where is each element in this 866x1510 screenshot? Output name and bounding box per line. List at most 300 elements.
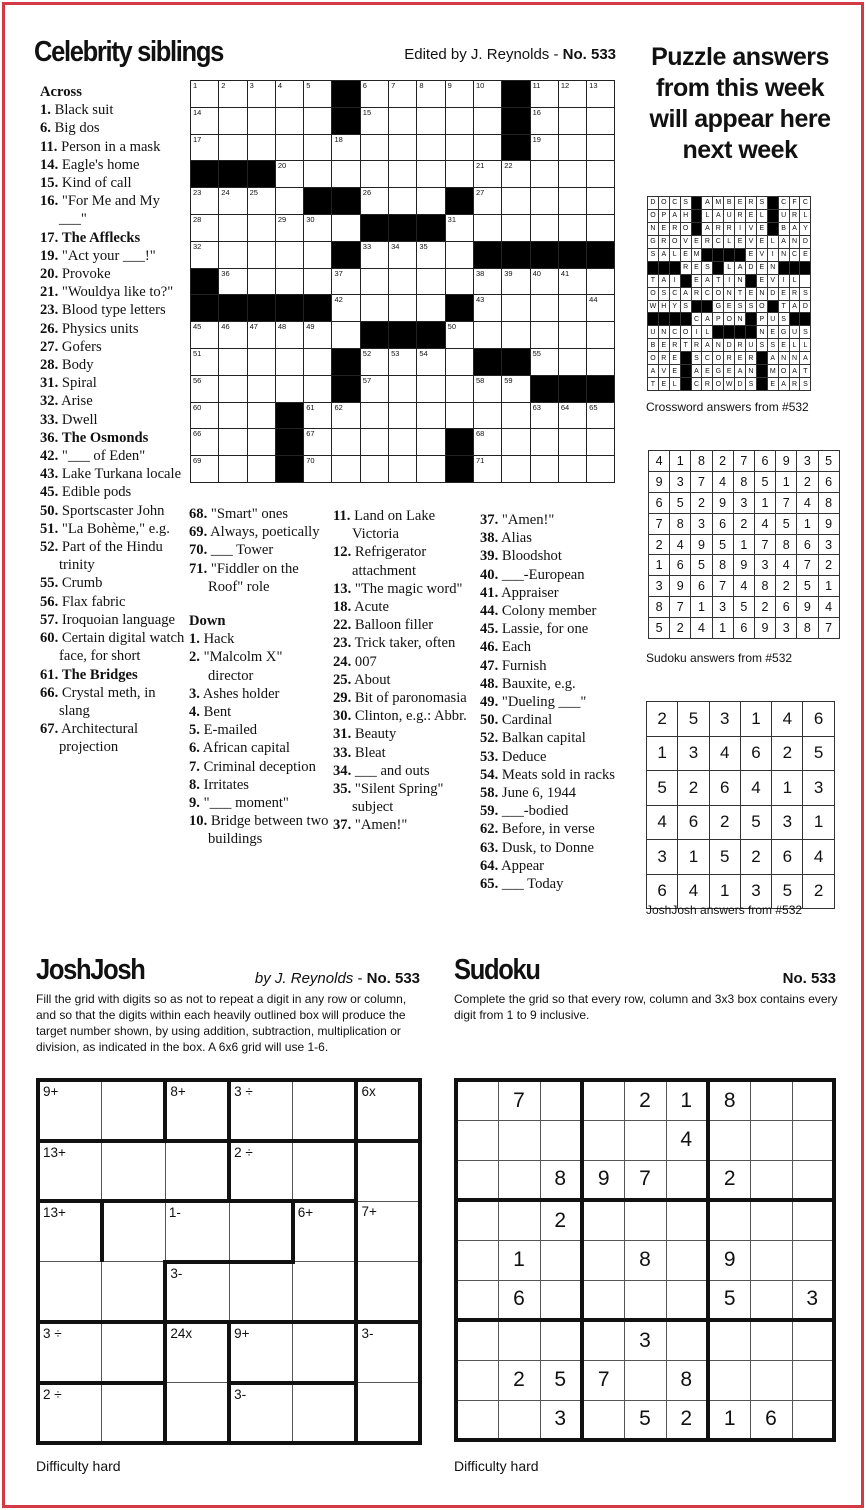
joshjosh-cell[interactable] xyxy=(356,1262,420,1323)
crossword-cell[interactable]: 66 xyxy=(191,429,219,456)
sudoku-cell[interactable]: 9 xyxy=(708,1240,750,1280)
crossword-cell[interactable]: 7 xyxy=(389,81,417,108)
crossword-cell[interactable]: 61 xyxy=(304,402,332,429)
crossword-cell[interactable]: 16 xyxy=(530,107,558,134)
sudoku-cell[interactable]: 7 xyxy=(498,1080,540,1120)
crossword-cell[interactable]: 23 xyxy=(191,188,219,215)
crossword-cell[interactable]: 65 xyxy=(587,402,615,429)
crossword-cell[interactable] xyxy=(389,295,417,322)
sudoku-cell[interactable]: 1 xyxy=(708,1400,750,1440)
sudoku-cell[interactable] xyxy=(750,1320,792,1360)
joshjosh-cell[interactable] xyxy=(293,1141,357,1202)
crossword-cell[interactable]: 39 xyxy=(502,268,530,295)
crossword-cell[interactable]: 33 xyxy=(360,241,388,268)
crossword-cell[interactable]: 41 xyxy=(558,268,586,295)
crossword-cell[interactable] xyxy=(530,295,558,322)
joshjosh-cell[interactable]: 9+ xyxy=(229,1322,293,1383)
crossword-cell[interactable]: 12 xyxy=(558,81,586,108)
crossword-cell[interactable] xyxy=(219,402,247,429)
joshjosh-cell[interactable]: 13+ xyxy=(38,1141,102,1202)
crossword-cell[interactable]: 60 xyxy=(191,402,219,429)
crossword-cell[interactable] xyxy=(587,107,615,134)
crossword-cell[interactable]: 10 xyxy=(473,81,501,108)
joshjosh-cell[interactable]: 2 ÷ xyxy=(38,1383,102,1444)
joshjosh-cell[interactable] xyxy=(229,1201,293,1262)
sudoku-cell[interactable] xyxy=(624,1280,666,1320)
joshjosh-cell[interactable]: 6+ xyxy=(293,1201,357,1262)
joshjosh-cell[interactable]: 6x xyxy=(356,1080,420,1141)
crossword-cell[interactable] xyxy=(502,322,530,349)
crossword-cell[interactable]: 56 xyxy=(191,375,219,402)
crossword-cell[interactable]: 13 xyxy=(587,81,615,108)
crossword-cell[interactable]: 14 xyxy=(191,107,219,134)
crossword-cell[interactable] xyxy=(332,161,360,188)
crossword-cell[interactable] xyxy=(360,161,388,188)
crossword-cell[interactable] xyxy=(445,107,473,134)
crossword-cell[interactable]: 58 xyxy=(473,375,501,402)
sudoku-cell[interactable]: 6 xyxy=(750,1400,792,1440)
crossword-cell[interactable] xyxy=(587,322,615,349)
crossword-cell[interactable] xyxy=(558,188,586,215)
sudoku-cell[interactable] xyxy=(456,1200,498,1240)
crossword-cell[interactable] xyxy=(587,188,615,215)
joshjosh-cell[interactable]: 9+ xyxy=(38,1080,102,1141)
crossword-cell[interactable]: 25 xyxy=(247,188,275,215)
crossword-cell[interactable] xyxy=(219,375,247,402)
crossword-cell[interactable] xyxy=(530,456,558,483)
crossword-cell[interactable]: 24 xyxy=(219,188,247,215)
crossword-cell[interactable] xyxy=(247,375,275,402)
crossword-cell[interactable]: 15 xyxy=(360,107,388,134)
sudoku-cell[interactable] xyxy=(456,1240,498,1280)
crossword-cell[interactable]: 11 xyxy=(530,81,558,108)
crossword-cell[interactable] xyxy=(389,456,417,483)
sudoku-cell[interactable] xyxy=(498,1120,540,1160)
sudoku-cell[interactable]: 4 xyxy=(666,1120,708,1160)
crossword-cell[interactable] xyxy=(473,107,501,134)
crossword-cell[interactable]: 22 xyxy=(502,161,530,188)
sudoku-cell[interactable] xyxy=(540,1240,582,1280)
sudoku-cell[interactable] xyxy=(624,1200,666,1240)
crossword-cell[interactable]: 26 xyxy=(360,188,388,215)
sudoku-cell[interactable] xyxy=(582,1320,624,1360)
crossword-cell[interactable] xyxy=(389,161,417,188)
crossword-cell[interactable] xyxy=(275,268,303,295)
sudoku-cell[interactable] xyxy=(792,1120,834,1160)
crossword-cell[interactable] xyxy=(275,348,303,375)
crossword-cell[interactable]: 42 xyxy=(332,295,360,322)
sudoku-cell[interactable] xyxy=(456,1280,498,1320)
crossword-cell[interactable] xyxy=(247,241,275,268)
crossword-cell[interactable] xyxy=(247,107,275,134)
crossword-cell[interactable]: 62 xyxy=(332,402,360,429)
sudoku-cell[interactable] xyxy=(540,1320,582,1360)
joshjosh-cell[interactable] xyxy=(293,1262,357,1323)
crossword-cell[interactable] xyxy=(247,348,275,375)
crossword-cell[interactable]: 46 xyxy=(219,322,247,349)
crossword-cell[interactable] xyxy=(445,268,473,295)
crossword-cell[interactable] xyxy=(219,241,247,268)
crossword-cell[interactable] xyxy=(247,214,275,241)
sudoku-cell[interactable] xyxy=(456,1400,498,1440)
crossword-cell[interactable] xyxy=(219,214,247,241)
crossword-cell[interactable] xyxy=(530,322,558,349)
crossword-cell[interactable]: 54 xyxy=(417,348,445,375)
sudoku-cell[interactable] xyxy=(498,1400,540,1440)
joshjosh-cell[interactable] xyxy=(293,1080,357,1141)
crossword-cell[interactable] xyxy=(304,134,332,161)
crossword-cell[interactable] xyxy=(587,348,615,375)
sudoku-cell[interactable]: 2 xyxy=(624,1080,666,1120)
crossword-cell[interactable] xyxy=(275,134,303,161)
sudoku-cell[interactable]: 8 xyxy=(666,1360,708,1400)
crossword-cell[interactable] xyxy=(417,268,445,295)
crossword-cell[interactable] xyxy=(247,402,275,429)
sudoku-cell[interactable] xyxy=(666,1160,708,1200)
sudoku-cell[interactable]: 1 xyxy=(498,1240,540,1280)
joshjosh-cell[interactable] xyxy=(102,1322,166,1383)
sudoku-cell[interactable] xyxy=(792,1240,834,1280)
crossword-cell[interactable] xyxy=(304,107,332,134)
crossword-cell[interactable] xyxy=(304,161,332,188)
sudoku-cell[interactable] xyxy=(750,1120,792,1160)
joshjosh-cell[interactable] xyxy=(102,1141,166,1202)
crossword-cell[interactable] xyxy=(587,214,615,241)
crossword-cell[interactable] xyxy=(445,134,473,161)
crossword-cell[interactable]: 51 xyxy=(191,348,219,375)
crossword-cell[interactable] xyxy=(247,134,275,161)
crossword-cell[interactable] xyxy=(389,402,417,429)
crossword-cell[interactable] xyxy=(417,295,445,322)
joshjosh-cell[interactable]: 3- xyxy=(229,1383,293,1444)
crossword-cell[interactable]: 70 xyxy=(304,456,332,483)
crossword-cell[interactable] xyxy=(445,375,473,402)
crossword-cell[interactable]: 64 xyxy=(558,402,586,429)
crossword-cell[interactable]: 69 xyxy=(191,456,219,483)
crossword-cell[interactable] xyxy=(445,348,473,375)
crossword-cell[interactable] xyxy=(247,456,275,483)
crossword-cell[interactable]: 8 xyxy=(417,81,445,108)
sudoku-cell[interactable]: 7 xyxy=(582,1360,624,1400)
sudoku-cell[interactable] xyxy=(540,1280,582,1320)
joshjosh-grid[interactable] xyxy=(36,1078,422,1445)
crossword-cell[interactable]: 57 xyxy=(360,375,388,402)
sudoku-cell[interactable] xyxy=(582,1080,624,1120)
sudoku-cell[interactable]: 2 xyxy=(666,1400,708,1440)
sudoku-grid[interactable] xyxy=(454,1078,836,1442)
joshjosh-cell[interactable] xyxy=(102,1262,166,1323)
crossword-cell[interactable] xyxy=(219,429,247,456)
crossword-cell[interactable] xyxy=(304,268,332,295)
crossword-cell[interactable]: 68 xyxy=(473,429,501,456)
crossword-cell[interactable] xyxy=(219,348,247,375)
crossword-cell[interactable] xyxy=(417,456,445,483)
sudoku-cell[interactable] xyxy=(498,1320,540,1360)
sudoku-cell[interactable] xyxy=(750,1280,792,1320)
crossword-cell[interactable]: 9 xyxy=(445,81,473,108)
crossword-cell[interactable] xyxy=(558,429,586,456)
crossword-cell[interactable] xyxy=(275,375,303,402)
crossword-grid[interactable] xyxy=(190,80,615,483)
sudoku-cell[interactable] xyxy=(792,1400,834,1440)
joshjosh-cell[interactable]: 3 ÷ xyxy=(38,1322,102,1383)
joshjosh-cell[interactable] xyxy=(102,1080,166,1141)
crossword-cell[interactable]: 34 xyxy=(389,241,417,268)
sudoku-cell[interactable] xyxy=(540,1080,582,1120)
sudoku-cell[interactable] xyxy=(750,1360,792,1400)
sudoku-cell[interactable]: 2 xyxy=(498,1360,540,1400)
crossword-cell[interactable]: 36 xyxy=(219,268,247,295)
joshjosh-cell[interactable] xyxy=(165,1383,229,1444)
joshjosh-cell[interactable]: 1- xyxy=(165,1201,229,1262)
crossword-cell[interactable] xyxy=(558,295,586,322)
crossword-cell[interactable] xyxy=(360,429,388,456)
crossword-cell[interactable]: 29 xyxy=(275,214,303,241)
sudoku-cell[interactable] xyxy=(582,1200,624,1240)
sudoku-cell[interactable]: 9 xyxy=(582,1160,624,1200)
crossword-cell[interactable]: 52 xyxy=(360,348,388,375)
crossword-cell[interactable]: 59 xyxy=(502,375,530,402)
crossword-cell[interactable]: 53 xyxy=(389,348,417,375)
crossword-cell[interactable]: 1 xyxy=(191,81,219,108)
sudoku-cell[interactable] xyxy=(624,1360,666,1400)
joshjosh-cell[interactable]: 3- xyxy=(165,1262,229,1323)
sudoku-cell[interactable]: 3 xyxy=(624,1320,666,1360)
crossword-cell[interactable] xyxy=(473,134,501,161)
joshjosh-cell[interactable] xyxy=(38,1262,102,1323)
joshjosh-cell[interactable] xyxy=(293,1322,357,1383)
crossword-cell[interactable] xyxy=(502,214,530,241)
sudoku-cell[interactable] xyxy=(540,1120,582,1160)
crossword-cell[interactable]: 28 xyxy=(191,214,219,241)
sudoku-cell[interactable] xyxy=(666,1320,708,1360)
sudoku-cell[interactable]: 6 xyxy=(498,1280,540,1320)
sudoku-cell[interactable]: 8 xyxy=(624,1240,666,1280)
crossword-cell[interactable] xyxy=(558,348,586,375)
crossword-cell[interactable] xyxy=(530,161,558,188)
sudoku-cell[interactable]: 3 xyxy=(540,1400,582,1440)
sudoku-cell[interactable]: 7 xyxy=(624,1160,666,1200)
joshjosh-cell[interactable]: 3 ÷ xyxy=(229,1080,293,1141)
crossword-cell[interactable] xyxy=(360,295,388,322)
crossword-cell[interactable] xyxy=(360,402,388,429)
sudoku-cell[interactable] xyxy=(456,1080,498,1120)
crossword-cell[interactable] xyxy=(332,214,360,241)
sudoku-cell[interactable] xyxy=(456,1360,498,1400)
sudoku-cell[interactable] xyxy=(498,1160,540,1200)
sudoku-cell[interactable]: 8 xyxy=(540,1160,582,1200)
crossword-cell[interactable]: 43 xyxy=(473,295,501,322)
joshjosh-cell[interactable]: 7+ xyxy=(356,1201,420,1262)
sudoku-cell[interactable] xyxy=(498,1200,540,1240)
crossword-cell[interactable]: 40 xyxy=(530,268,558,295)
crossword-cell[interactable] xyxy=(219,456,247,483)
crossword-cell[interactable]: 30 xyxy=(304,214,332,241)
crossword-cell[interactable]: 35 xyxy=(417,241,445,268)
crossword-cell[interactable] xyxy=(502,402,530,429)
crossword-cell[interactable] xyxy=(389,429,417,456)
crossword-cell[interactable] xyxy=(587,268,615,295)
sudoku-cell[interactable]: 2 xyxy=(540,1200,582,1240)
sudoku-cell[interactable] xyxy=(708,1120,750,1160)
crossword-cell[interactable] xyxy=(417,402,445,429)
crossword-cell[interactable] xyxy=(530,214,558,241)
crossword-cell[interactable]: 55 xyxy=(530,348,558,375)
crossword-cell[interactable]: 47 xyxy=(247,322,275,349)
crossword-cell[interactable] xyxy=(332,429,360,456)
crossword-cell[interactable] xyxy=(417,107,445,134)
crossword-cell[interactable] xyxy=(587,429,615,456)
joshjosh-cell[interactable] xyxy=(356,1383,420,1444)
crossword-cell[interactable]: 63 xyxy=(530,402,558,429)
sudoku-cell[interactable] xyxy=(666,1280,708,1320)
crossword-cell[interactable] xyxy=(558,134,586,161)
crossword-cell[interactable] xyxy=(558,322,586,349)
joshjosh-cell[interactable] xyxy=(102,1201,166,1262)
crossword-cell[interactable] xyxy=(332,322,360,349)
joshjosh-cell[interactable]: 2 ÷ xyxy=(229,1141,293,1202)
sudoku-cell[interactable]: 3 xyxy=(792,1280,834,1320)
crossword-cell[interactable]: 38 xyxy=(473,268,501,295)
sudoku-cell[interactable]: 8 xyxy=(708,1080,750,1120)
crossword-cell[interactable] xyxy=(502,429,530,456)
crossword-cell[interactable] xyxy=(473,214,501,241)
crossword-cell[interactable] xyxy=(473,402,501,429)
crossword-cell[interactable]: 3 xyxy=(247,81,275,108)
crossword-cell[interactable]: 49 xyxy=(304,322,332,349)
joshjosh-cell[interactable]: 8+ xyxy=(165,1080,229,1141)
crossword-cell[interactable] xyxy=(389,188,417,215)
crossword-cell[interactable] xyxy=(502,188,530,215)
crossword-cell[interactable]: 45 xyxy=(191,322,219,349)
crossword-cell[interactable]: 21 xyxy=(473,161,501,188)
crossword-cell[interactable] xyxy=(389,375,417,402)
crossword-cell[interactable]: 31 xyxy=(445,214,473,241)
sudoku-cell[interactable] xyxy=(708,1200,750,1240)
crossword-cell[interactable]: 5 xyxy=(304,81,332,108)
crossword-cell[interactable]: 44 xyxy=(587,295,615,322)
joshjosh-cell[interactable] xyxy=(102,1383,166,1444)
crossword-cell[interactable] xyxy=(473,322,501,349)
sudoku-cell[interactable] xyxy=(582,1240,624,1280)
crossword-cell[interactable] xyxy=(445,161,473,188)
crossword-cell[interactable]: 17 xyxy=(191,134,219,161)
crossword-cell[interactable] xyxy=(558,107,586,134)
crossword-cell[interactable] xyxy=(304,348,332,375)
sudoku-cell[interactable] xyxy=(582,1280,624,1320)
crossword-cell[interactable]: 2 xyxy=(219,81,247,108)
sudoku-cell[interactable] xyxy=(666,1200,708,1240)
joshjosh-cell[interactable]: 24x xyxy=(165,1322,229,1383)
joshjosh-cell[interactable] xyxy=(165,1141,229,1202)
sudoku-cell[interactable] xyxy=(792,1160,834,1200)
crossword-cell[interactable] xyxy=(530,188,558,215)
sudoku-cell[interactable] xyxy=(456,1320,498,1360)
sudoku-cell[interactable] xyxy=(708,1360,750,1400)
crossword-cell[interactable] xyxy=(389,268,417,295)
crossword-cell[interactable]: 37 xyxy=(332,268,360,295)
crossword-cell[interactable] xyxy=(417,134,445,161)
sudoku-cell[interactable] xyxy=(750,1200,792,1240)
crossword-cell[interactable] xyxy=(587,161,615,188)
sudoku-cell[interactable] xyxy=(792,1360,834,1400)
sudoku-cell[interactable] xyxy=(750,1240,792,1280)
sudoku-cell[interactable] xyxy=(582,1400,624,1440)
sudoku-cell[interactable] xyxy=(456,1120,498,1160)
joshjosh-cell[interactable]: 13+ xyxy=(38,1201,102,1262)
crossword-cell[interactable] xyxy=(332,456,360,483)
crossword-cell[interactable] xyxy=(360,134,388,161)
crossword-cell[interactable]: 19 xyxy=(530,134,558,161)
crossword-cell[interactable] xyxy=(587,134,615,161)
sudoku-cell[interactable] xyxy=(750,1160,792,1200)
crossword-cell[interactable] xyxy=(445,241,473,268)
sudoku-cell[interactable]: 1 xyxy=(666,1080,708,1120)
sudoku-cell[interactable] xyxy=(792,1200,834,1240)
crossword-cell[interactable]: 32 xyxy=(191,241,219,268)
sudoku-cell[interactable]: 5 xyxy=(624,1400,666,1440)
joshjosh-cell[interactable]: 3- xyxy=(356,1322,420,1383)
sudoku-cell[interactable] xyxy=(582,1120,624,1160)
sudoku-cell[interactable]: 5 xyxy=(540,1360,582,1400)
sudoku-cell[interactable] xyxy=(624,1120,666,1160)
crossword-cell[interactable] xyxy=(360,456,388,483)
sudoku-cell[interactable]: 5 xyxy=(708,1280,750,1320)
crossword-cell[interactable] xyxy=(417,161,445,188)
crossword-cell[interactable] xyxy=(304,375,332,402)
sudoku-cell[interactable] xyxy=(666,1240,708,1280)
sudoku-cell[interactable] xyxy=(792,1080,834,1120)
crossword-cell[interactable] xyxy=(219,134,247,161)
crossword-cell[interactable] xyxy=(389,107,417,134)
crossword-cell[interactable] xyxy=(417,429,445,456)
sudoku-cell[interactable] xyxy=(792,1320,834,1360)
joshjosh-cell[interactable] xyxy=(229,1262,293,1323)
crossword-cell[interactable]: 67 xyxy=(304,429,332,456)
crossword-cell[interactable] xyxy=(417,375,445,402)
sudoku-cell[interactable] xyxy=(456,1160,498,1200)
sudoku-cell[interactable]: 2 xyxy=(708,1160,750,1200)
crossword-cell[interactable]: 18 xyxy=(332,134,360,161)
crossword-cell[interactable] xyxy=(275,188,303,215)
crossword-cell[interactable]: 27 xyxy=(473,188,501,215)
crossword-cell[interactable] xyxy=(530,429,558,456)
crossword-cell[interactable] xyxy=(389,134,417,161)
sudoku-cell[interactable] xyxy=(750,1080,792,1120)
crossword-cell[interactable] xyxy=(502,456,530,483)
crossword-cell[interactable] xyxy=(558,161,586,188)
crossword-cell[interactable] xyxy=(219,107,247,134)
crossword-cell[interactable] xyxy=(417,188,445,215)
crossword-cell[interactable] xyxy=(304,241,332,268)
crossword-cell[interactable]: 71 xyxy=(473,456,501,483)
crossword-cell[interactable]: 4 xyxy=(275,81,303,108)
crossword-cell[interactable]: 6 xyxy=(360,81,388,108)
crossword-cell[interactable] xyxy=(445,402,473,429)
crossword-cell[interactable] xyxy=(558,214,586,241)
crossword-cell[interactable] xyxy=(587,456,615,483)
crossword-cell[interactable]: 50 xyxy=(445,322,473,349)
crossword-cell[interactable] xyxy=(275,107,303,134)
crossword-cell[interactable] xyxy=(275,241,303,268)
crossword-cell[interactable] xyxy=(502,295,530,322)
crossword-cell[interactable]: 20 xyxy=(275,161,303,188)
crossword-cell[interactable] xyxy=(360,268,388,295)
sudoku-cell[interactable] xyxy=(708,1320,750,1360)
joshjosh-cell[interactable] xyxy=(293,1383,357,1444)
crossword-cell[interactable] xyxy=(558,456,586,483)
crossword-cell[interactable]: 48 xyxy=(275,322,303,349)
